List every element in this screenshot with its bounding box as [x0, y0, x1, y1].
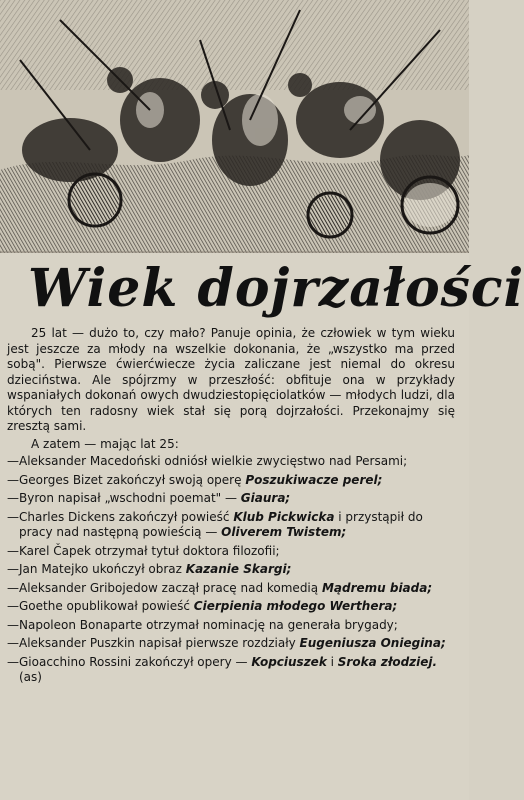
fact-text: Charles Dickens zakończył powieść	[19, 509, 234, 524]
battle-scene-image	[0, 0, 469, 253]
fact-title: Mądremu biada;	[321, 580, 433, 595]
fact-title: Cierpienia młodego Werthera;	[193, 599, 398, 613]
fact-item	[7, 599, 455, 615]
fact-text: Aleksander Macedoński odniósł wielkie zwycięstwo nad Persami;	[19, 454, 408, 468]
fact-title-secondary: Oliverem Twistem;	[221, 525, 347, 539]
fact-item	[7, 581, 455, 597]
fact-item	[7, 510, 455, 541]
dash-glyph: —	[7, 543, 19, 558]
fact-text-continued: i przystąpił do pracy nad następną powieścią —	[19, 509, 423, 539]
fact-text: Aleksander Gribojedow zaczął pracę nad komedią	[19, 580, 322, 595]
fact-item	[7, 655, 455, 686]
fact-item	[7, 562, 455, 578]
fact-text: Jan Matejko ukończył obraz	[19, 562, 186, 576]
fact-title: Eugeniusza Oniegina;	[299, 636, 446, 650]
fact-text: Napoleon Bonaparte otrzymał nominację na generała brygady;	[19, 617, 398, 632]
dash-glyph: —	[7, 580, 19, 595]
list-lead: A zatem — mając lat 25:	[31, 436, 179, 451]
dash-glyph: —	[7, 491, 19, 505]
fact-text: Gioacchino Rossini zakończył opery —	[19, 654, 252, 669]
dash-glyph: —	[7, 636, 19, 650]
fact-title: Kopciuszek	[251, 654, 327, 669]
fact-title: Klub Pickwicka	[233, 509, 335, 524]
intro-paragraph: 25 lat — dużo to, czy mało? Panuje opinia, że człowiek w tym wieku jest jeszcze za młody na wszelkie dokonania, że „wszystko ma przed sobą". Pierwsze ćwierćwiecze życia zaliczane jest niemal do okresu dzieciństwa. Ale spójrzmy w przeszłość: obfituje ona w przykłady wspaniałych dokonań owych dwudziestopięciolatków — młodych ludzi, dla których ten radosny wiek stał się porą dojrzałości. Przekonajmy się zresztą sami.	[7, 326, 455, 433]
fact-title: Giaura;	[240, 491, 291, 505]
dash-glyph: —	[7, 599, 19, 613]
fact-item	[7, 618, 455, 634]
dash-glyph: —	[7, 509, 19, 524]
fact-item	[7, 544, 455, 560]
fact-text-continued: i	[326, 654, 338, 669]
facts-list	[7, 454, 455, 686]
fact-item	[7, 636, 455, 652]
article-body	[7, 326, 455, 689]
dash-glyph: —	[7, 562, 19, 576]
article-headline: Wiek dojrzałości	[28, 258, 524, 319]
fact-text: Aleksander Puszkin napisał pierwsze rozdziały	[19, 636, 300, 650]
dash-glyph: —	[7, 617, 19, 632]
fact-title: Kazanie Skargi;	[185, 562, 292, 576]
dash-glyph: —	[7, 654, 19, 669]
fact-title-secondary: Sroka złodziej.	[337, 654, 438, 669]
fact-text: Byron napisał „wschodni poemat" —	[19, 491, 241, 505]
author-initials: (as)	[19, 670, 42, 684]
battle-illustration	[0, 0, 469, 253]
fact-item	[7, 491, 455, 507]
fact-title: Poszukiwacze perel;	[245, 472, 383, 487]
fact-text: Goethe opublikował powieść	[19, 599, 194, 613]
dash-glyph: —	[7, 454, 19, 468]
fact-text: Karel Čapek otrzymał tytuł doktora filozofii;	[19, 543, 280, 558]
fact-text: Georges Bizet zakończył swoją operę	[19, 472, 246, 487]
fact-item	[7, 473, 455, 489]
fact-item	[7, 454, 455, 470]
dash-glyph: —	[7, 472, 19, 487]
